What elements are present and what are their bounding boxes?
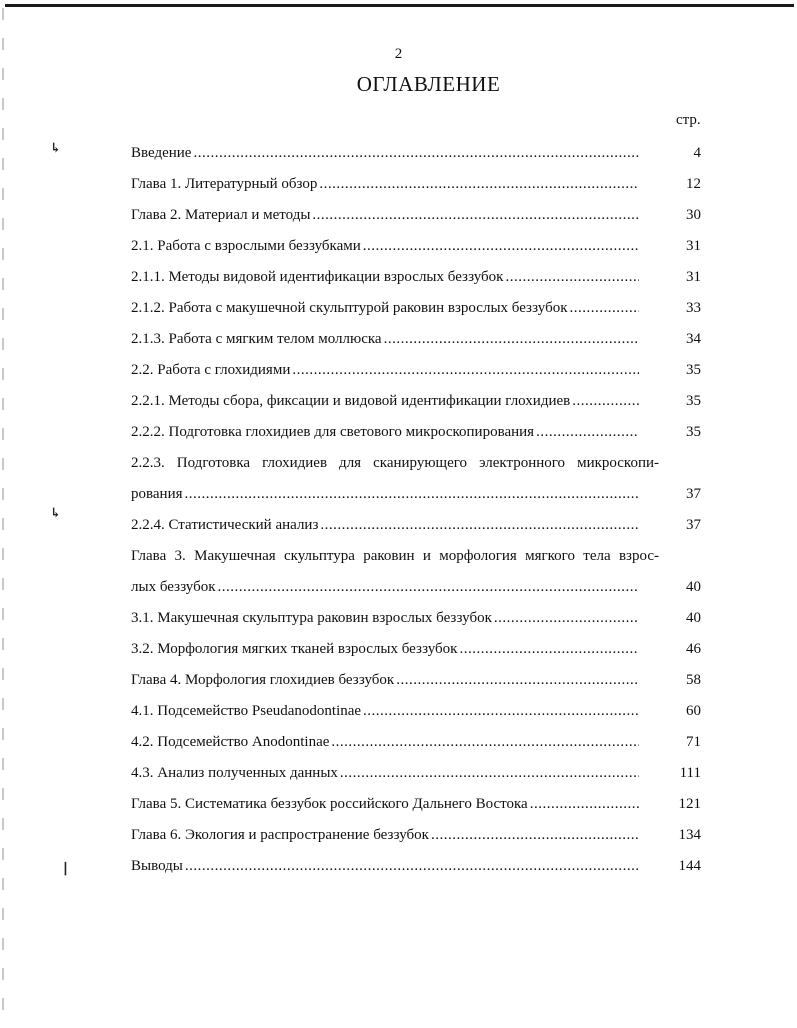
toc-entry-label: 2.2.1. Методы сбора, фиксации и видовой идентификации глохидиев — [131, 393, 571, 409]
toc-entry-page: 4 — [693, 145, 701, 161]
toc-entry — [131, 297, 701, 328]
toc-leader-dots — [292, 359, 639, 381]
toc-entry — [131, 576, 701, 607]
toc-entry-page: 144 — [678, 858, 701, 874]
toc-entry — [131, 731, 701, 762]
toc-entry-label: 2.2.4. Статистический анализ — [131, 517, 319, 533]
toc-entry — [131, 204, 701, 235]
toc-leader-dots — [536, 421, 639, 443]
toc-leader-dots — [572, 390, 639, 412]
toc-leader-dots — [363, 235, 639, 257]
toc-entry-page: 34 — [686, 331, 701, 347]
toc-entry-label: Введение — [131, 145, 192, 161]
toc-entry-label: 3.2. Морфология мягких тканей взрослых беззубок — [131, 641, 458, 657]
toc-leader-dots — [530, 793, 639, 815]
toc-entry-label: 2.1.1. Методы видовой идентификации взрослых беззубок — [131, 269, 504, 285]
toc-entry — [131, 390, 701, 421]
toc-entry — [131, 421, 701, 452]
toc-entry-page: 31 — [686, 269, 701, 285]
toc-entry — [131, 638, 701, 669]
toc-entry-label: 4.2. Подсемейство Anodontinae — [131, 734, 330, 750]
page-column-header: стр. — [676, 112, 701, 128]
toc-leader-dots — [494, 607, 639, 629]
toc-leader-dots — [218, 576, 639, 598]
toc-leader-dots — [193, 142, 639, 164]
toc-leader-dots — [312, 204, 639, 226]
toc-leader-dots — [505, 266, 639, 288]
toc-entry-page: 46 — [686, 641, 701, 657]
toc-entry-page: 60 — [686, 703, 701, 719]
toc-entry-label: Глава 6. Экология и распространение беззубок — [131, 827, 429, 843]
toc-entry — [131, 514, 701, 545]
toc-entry-page: 31 — [686, 238, 701, 254]
toc-entry-label: Глава 1. Литературный обзор — [131, 176, 318, 192]
toc-entry — [131, 359, 701, 390]
toc-leader-dots — [396, 669, 639, 691]
toc-entry — [131, 793, 701, 824]
toc-entry-label: 2.2. Работа с глохидиями — [131, 362, 291, 378]
scan-mark-icon: ❘ — [60, 860, 71, 875]
toc-entry-page: 40 — [686, 610, 701, 626]
toc-entry — [131, 266, 701, 297]
toc-entry-page: 58 — [686, 672, 701, 688]
toc-entry-page: 111 — [679, 765, 701, 781]
toc-entry — [131, 700, 701, 731]
scan-mark-icon: ↳ — [50, 505, 61, 520]
toc-entry — [131, 142, 701, 173]
toc-entry-page: 121 — [678, 796, 701, 812]
scan-left-edge — [2, 8, 4, 1023]
toc-leader-dots — [363, 700, 639, 722]
toc-entry-label-line1: 2.2.3. Подготовка глохидиев для сканирующего электронного микроскопи- — [131, 455, 659, 471]
toc-entry-label: 3.1. Макушечная скульптура раковин взрослых беззубок — [131, 610, 492, 626]
toc-entry-page: 30 — [686, 207, 701, 223]
page-title: ОГЛАВЛЕНИЕ — [356, 72, 501, 96]
toc-entry-page: 33 — [686, 300, 701, 316]
toc-leader-dots — [319, 173, 639, 195]
toc-leader-dots — [431, 824, 639, 846]
toc-entry — [131, 235, 701, 266]
toc-entry-label: Выводы — [131, 858, 183, 874]
toc-entry — [131, 328, 701, 359]
toc-entry — [131, 824, 701, 855]
toc-leader-dots — [459, 638, 639, 660]
scan-top-border — [5, 4, 794, 7]
toc-entry-page: 71 — [686, 734, 701, 750]
toc-entry-page: 35 — [686, 393, 701, 409]
toc-entry — [131, 483, 701, 514]
toc-entry — [131, 669, 701, 700]
toc-entry-label: 4.3. Анализ полученных данных — [131, 765, 338, 781]
toc-leader-dots — [331, 731, 639, 753]
toc-entry-label: Глава 2. Материал и методы — [131, 207, 311, 223]
toc-leader-dots — [185, 483, 640, 505]
toc-entry-page: 134 — [678, 827, 701, 843]
toc-entry-label: 2.2.2. Подготовка глохидиев для светового микроскопирования — [131, 424, 535, 440]
toc-entry — [131, 173, 701, 204]
toc-entry-line1 — [131, 545, 701, 576]
toc-entry-page: 35 — [686, 424, 701, 440]
toc-entry-page: 37 — [686, 517, 701, 533]
toc-entry-page: 40 — [686, 579, 701, 595]
toc-entry-page: 37 — [686, 486, 701, 502]
page-number: 2 — [394, 46, 403, 62]
toc-leader-dots — [185, 855, 639, 877]
toc-entry-page: 35 — [686, 362, 701, 378]
toc-entry-label: лых беззубок — [131, 579, 216, 595]
toc-entry-label: Глава 5. Систематика беззубок российского Дальнего Востока — [131, 796, 528, 812]
scan-mark-icon: ↳ — [50, 140, 61, 155]
table-of-contents — [131, 142, 701, 886]
toc-entry — [131, 607, 701, 638]
toc-entry-label: Глава 4. Морфология глохидиев беззубок — [131, 672, 395, 688]
toc-leader-dots — [340, 762, 639, 784]
toc-entry — [131, 762, 701, 793]
toc-entry-label: 4.1. Подсемейство Pseudanodontinae — [131, 703, 362, 719]
toc-entry-label-line1: Глава 3. Макушечная скульптура раковин и морфология мягкого тела взрос- — [131, 548, 659, 564]
toc-entry-label: рования — [131, 486, 183, 502]
toc-entry-label: 2.1. Работа с взрослыми беззубками — [131, 238, 361, 254]
toc-entry-label: 2.1.2. Работа с макушечной скульптурой раковин взрослых беззубок — [131, 300, 568, 316]
toc-leader-dots — [384, 328, 639, 350]
toc-entry — [131, 855, 701, 886]
toc-entry-label: 2.1.3. Работа с мягким телом моллюска — [131, 331, 382, 347]
toc-entry-page: 12 — [686, 176, 701, 192]
toc-leader-dots — [570, 297, 640, 319]
toc-leader-dots — [320, 514, 639, 536]
toc-entry-line1 — [131, 452, 701, 483]
